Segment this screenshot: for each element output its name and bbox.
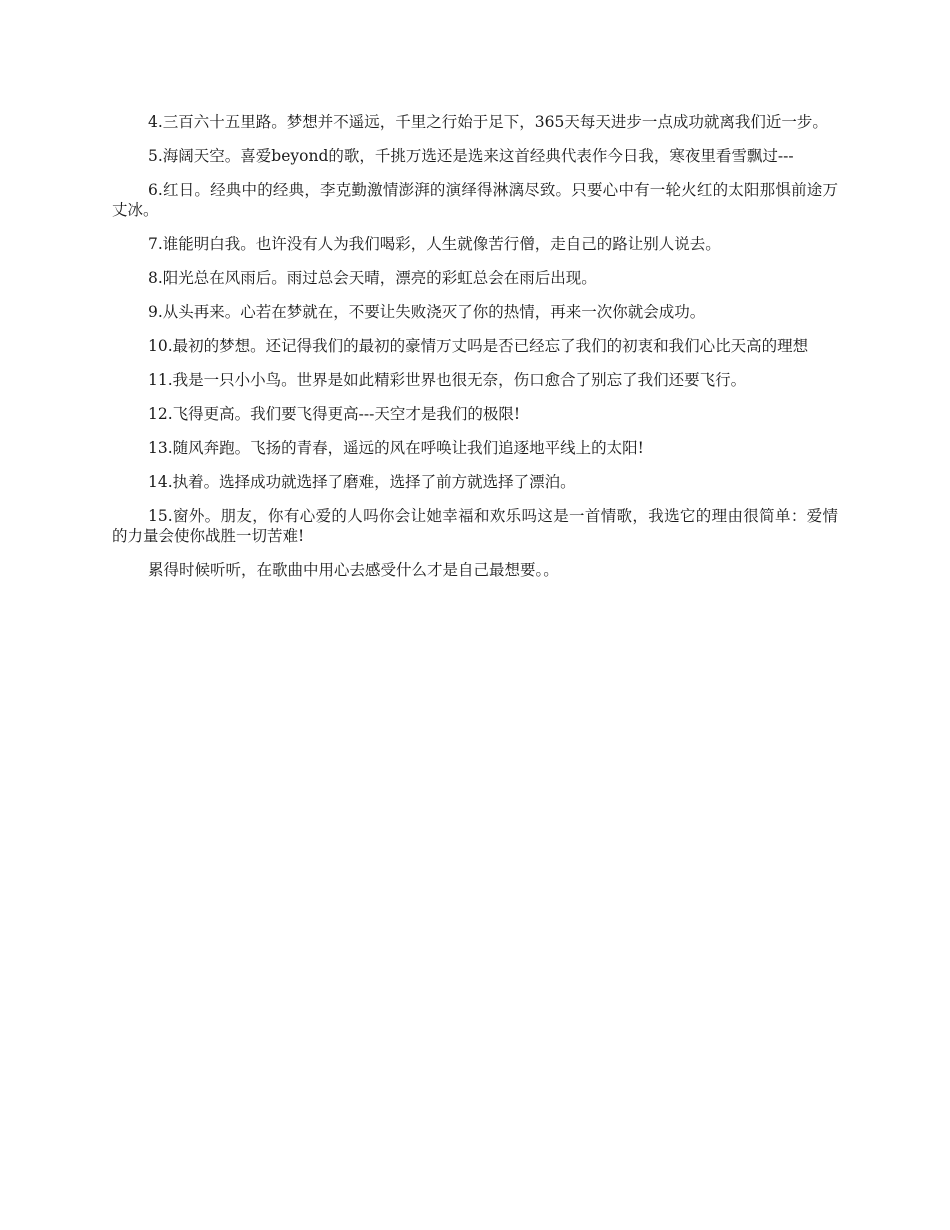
paragraph-item-4: 4.三百六十五里路。梦想并不遥远，千里之行始于足下，365天每天进步一点成功就离我们近一步。 (148, 113, 828, 131)
paragraph-item-9: 9.从头再来。心若在梦就在，不要让失败浇灭了你的热情，再来一次你就会成功。 (148, 303, 706, 321)
paragraph-item-5: 5.海阔天空。喜爱beyond的歌，千挑万选还是选来这首经典代表作今日我，寒夜里看雪飘过--- (148, 147, 794, 165)
paragraph-item-10: 10.最初的梦想。还记得我们的最初的豪情万丈吗是否已经忘了我们的初衷和我们心比天高的理想 (148, 337, 809, 355)
paragraph-item-14: 14.执着。选择成功就选择了磨难，选择了前方就选择了漂泊。 (148, 473, 576, 491)
paragraph-item-13: 13.随风奔跑。飞扬的青春，遥远的风在呼唤让我们追逐地平线上的太阳! (148, 439, 644, 457)
paragraph-item-11: 11.我是一只小小鸟。世界是如此精彩世界也很无奈，伤口愈合了别忘了我们还要飞行。 (148, 371, 747, 389)
paragraph-item-7: 7.谁能明白我。也许没有人为我们喝彩，人生就像苦行僧，走自己的路让别人说去。 (148, 235, 721, 253)
paragraph-item-12: 12.飞得更高。我们要飞得更高---天空才是我们的极限! (148, 405, 521, 423)
closing-paragraph: 累得时候听听，在歌曲中用心去感受什么才是自己最想要。。 (148, 561, 559, 579)
paragraph-item-15: 15.窗外。朋友，你有心爱的人吗你会让她幸福和欢乐吗这是一首情歌，我选它的理由很简单：爱情的力量会使你战胜一切苦难! (112, 507, 838, 545)
paragraph-item-6: 6.红日。经典中的经典，李克勤激情澎湃的演绎得淋漓尽致。只要心中有一轮火红的太阳那惧前途万丈冰。 (112, 181, 838, 219)
paragraph-item-8: 8.阳光总在风雨后。雨过总会天晴，漂亮的彩虹总会在雨后出现。 (148, 269, 597, 287)
document-body (112, 112, 838, 594)
